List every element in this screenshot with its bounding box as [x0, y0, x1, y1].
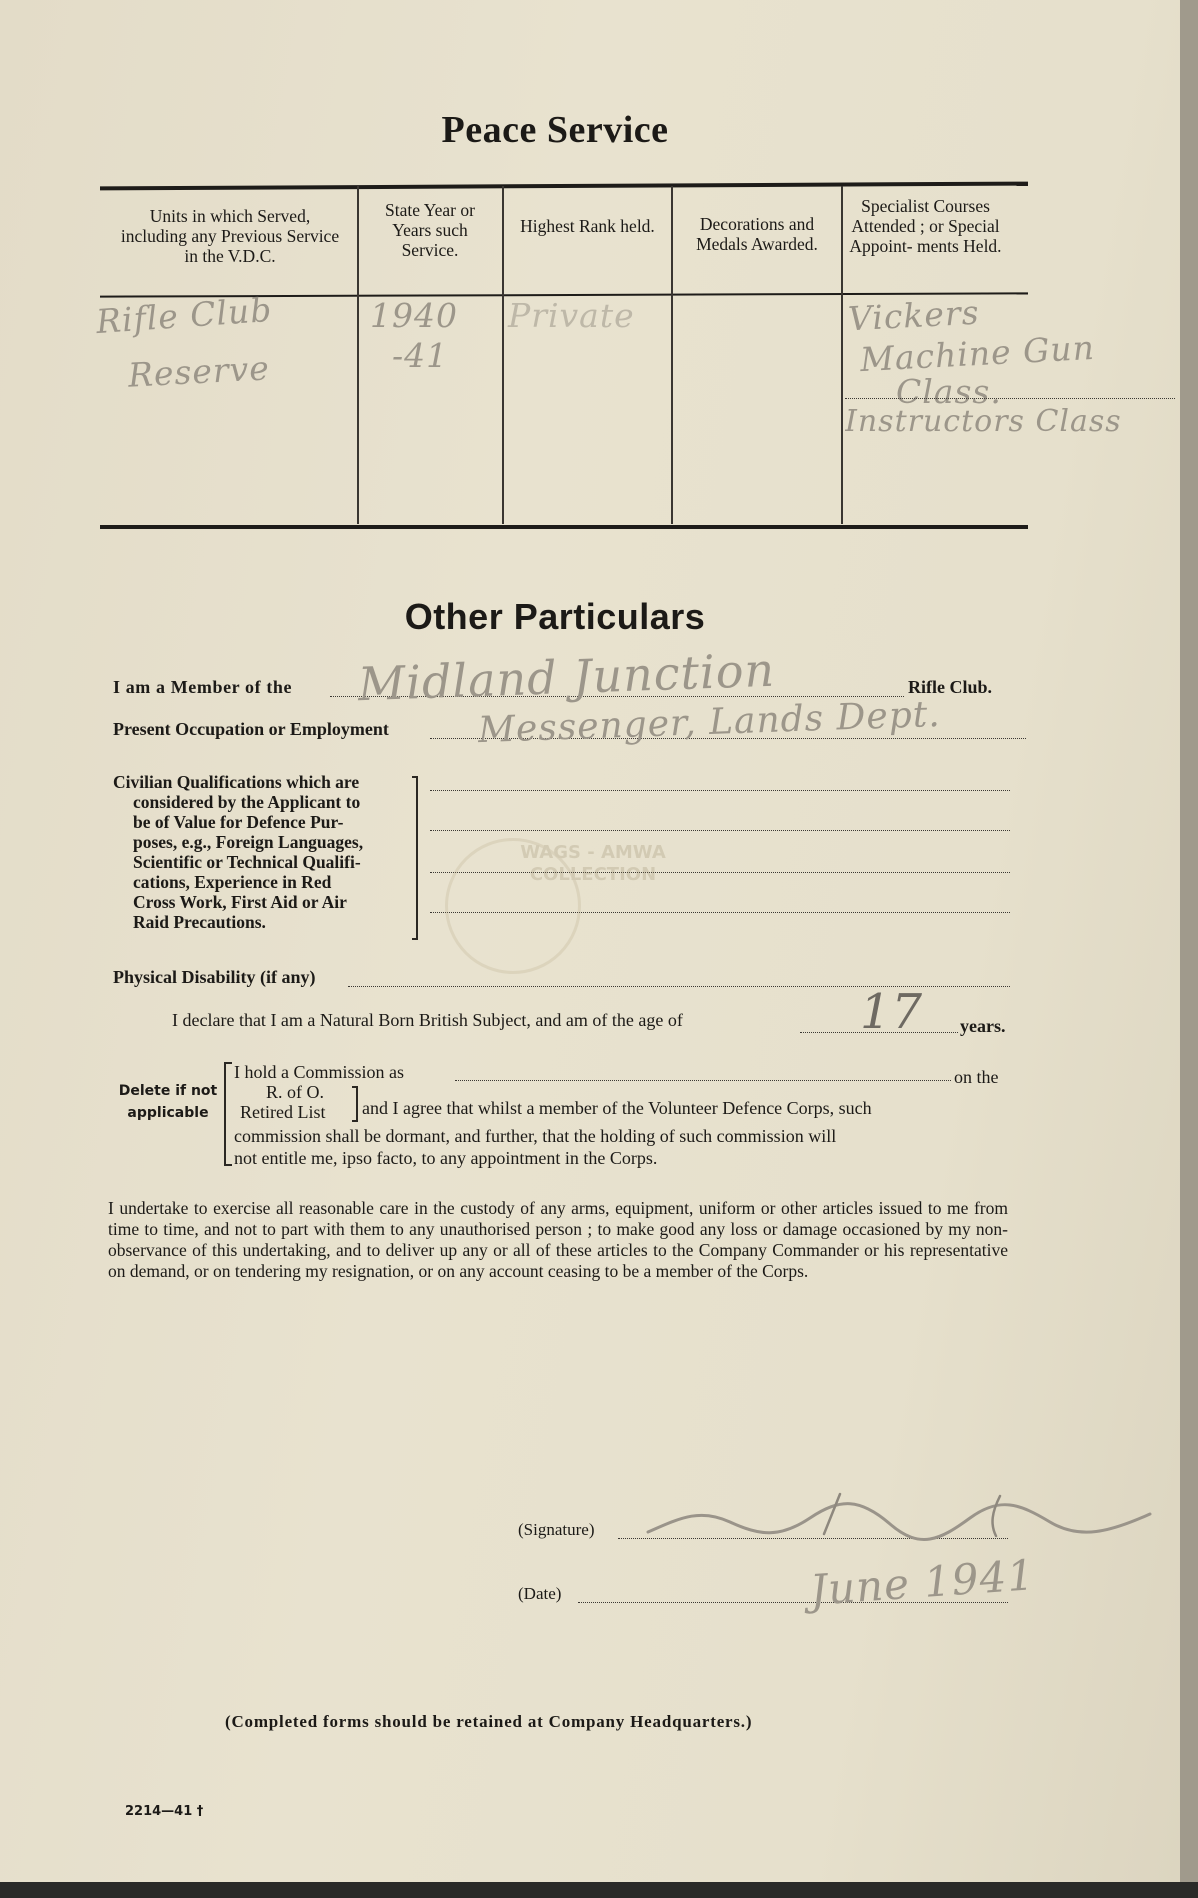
- peace-service-title: Peace Service: [441, 109, 669, 151]
- entry-years-line2: -41: [392, 336, 449, 375]
- civilian-label: [113, 772, 405, 932]
- date-label: (Date): [518, 1584, 562, 1603]
- member-suffix: Rifle Club.: [908, 677, 993, 697]
- commission-line4: not entitle me, ipso facto, to any appointment in the Corps.: [234, 1148, 658, 1168]
- civilian-line: Cross Work, First Aid or Air: [133, 892, 347, 912]
- commission-dots: [455, 1080, 951, 1081]
- commission-on-the: on the: [954, 1067, 999, 1087]
- page-edge-right: [1180, 0, 1198, 1898]
- commission-line1: I hold a Commission as: [234, 1062, 404, 1082]
- header-units: Units in which Served, including any Previous Service in the V.D.C.: [120, 206, 340, 266]
- occupation-label: Present Occupation or Employment: [113, 719, 389, 739]
- civilian-line-2: [430, 830, 1010, 831]
- occupation-value: Messenger, Lands Dept.: [477, 693, 942, 752]
- table-top-rule: [100, 182, 1028, 191]
- entry-courses-line1: Vickers: [847, 292, 981, 339]
- declare-suffix: years.: [960, 1016, 1006, 1036]
- delete-note-line: Delete if not: [118, 1083, 218, 1099]
- other-particulars-title: Other Particulars: [404, 596, 706, 637]
- civilian-line: Scientific or Technical Qualifi-: [133, 852, 361, 872]
- col-divider-4: [841, 186, 843, 524]
- civilian-line: poses, e.g., Foreign Languages,: [133, 832, 364, 852]
- civilian-brace: [412, 776, 418, 940]
- entry-courses-line4: Instructors Class: [845, 404, 1122, 439]
- table-bottom-rule: [100, 525, 1028, 529]
- delete-note-line: applicable: [127, 1105, 209, 1121]
- entry-unit-line1: Rifle Club: [94, 289, 274, 342]
- signature-scrawl: [640, 1488, 1160, 1548]
- entry-years-line1: 1940: [370, 296, 458, 335]
- commission-retired: Retired List: [240, 1102, 326, 1122]
- civilian-line: Raid Precautions.: [133, 912, 266, 932]
- col-divider-2: [502, 186, 504, 524]
- entry-courses-line2: Machine Gun: [859, 327, 1096, 380]
- signature-label: (Signature): [518, 1520, 595, 1539]
- civilian-line: cations, Experience in Red: [133, 872, 332, 892]
- member-value: Midland Junction: [357, 642, 776, 712]
- watermark-text: WAGS - AMWA COLLECTION: [520, 842, 666, 885]
- commission-ro: R. of O.: [266, 1082, 324, 1102]
- member-label: I am a Member of the: [113, 677, 293, 697]
- signature-stroke: [648, 1504, 1150, 1540]
- entry-rank: Private: [508, 296, 635, 335]
- col-divider-3: [671, 186, 673, 524]
- commission-line3: commission shall be dormant, and further, that the holding of such commission will: [234, 1126, 837, 1146]
- entry-unit-line2: Reserve: [127, 348, 271, 395]
- civilian-line: be of Value for Defence Pur-: [133, 812, 344, 832]
- civilian-line: considered by the Applicant to: [133, 792, 361, 812]
- footnote: (Completed forms should be retained at Company Headquarters.): [225, 1712, 753, 1731]
- header-decorations: Decorations and Medals Awarded.: [696, 214, 818, 254]
- undertaking-paragraph: I undertake to exercise all reasonable care in the custody of any arms, equipment, uniform or other articles issued to me from time to time, and not to part with them to any unauthorised person ; to make good any loss or damage occasioned by my non-observance of this undertaking, and to deliver up any or all of these articles to the Company Commander or his representative on demand, or on tendering my resignation, or on any account ceasing to be a member of the Corps.: [108, 1198, 1008, 1281]
- header-courses: Specialist Courses Attended ; or Special Appoint- ments Held.: [849, 196, 1002, 256]
- delete-note: [113, 1080, 223, 1124]
- courses-underline: [845, 398, 1175, 399]
- civilian-line: Civilian Qualifications which are: [113, 772, 360, 792]
- collection-watermark: [445, 838, 715, 988]
- entry-courses-line3: Class.: [896, 372, 1002, 411]
- header-rank: Highest Rank held.: [520, 216, 655, 236]
- date-value: June 1941: [808, 1550, 1037, 1615]
- declare-text: I declare that I am a Natural Born British Subject, and am of the age of: [172, 1010, 683, 1030]
- retired-brace: [352, 1086, 358, 1122]
- age-value: 17: [860, 984, 924, 1040]
- commission-brace: [224, 1062, 232, 1166]
- commission-agree: and I agree that whilst a member of the Volunteer Defence Corps, such: [362, 1098, 872, 1118]
- page-edge-bottom: [0, 1882, 1198, 1898]
- form-code: 2214—41 †: [125, 1804, 204, 1819]
- civilian-line-1: [430, 790, 1010, 791]
- col-divider-1: [357, 186, 359, 524]
- header-years: State Year or Years such Service.: [385, 200, 475, 260]
- disability-label: Physical Disability (if any): [113, 967, 316, 987]
